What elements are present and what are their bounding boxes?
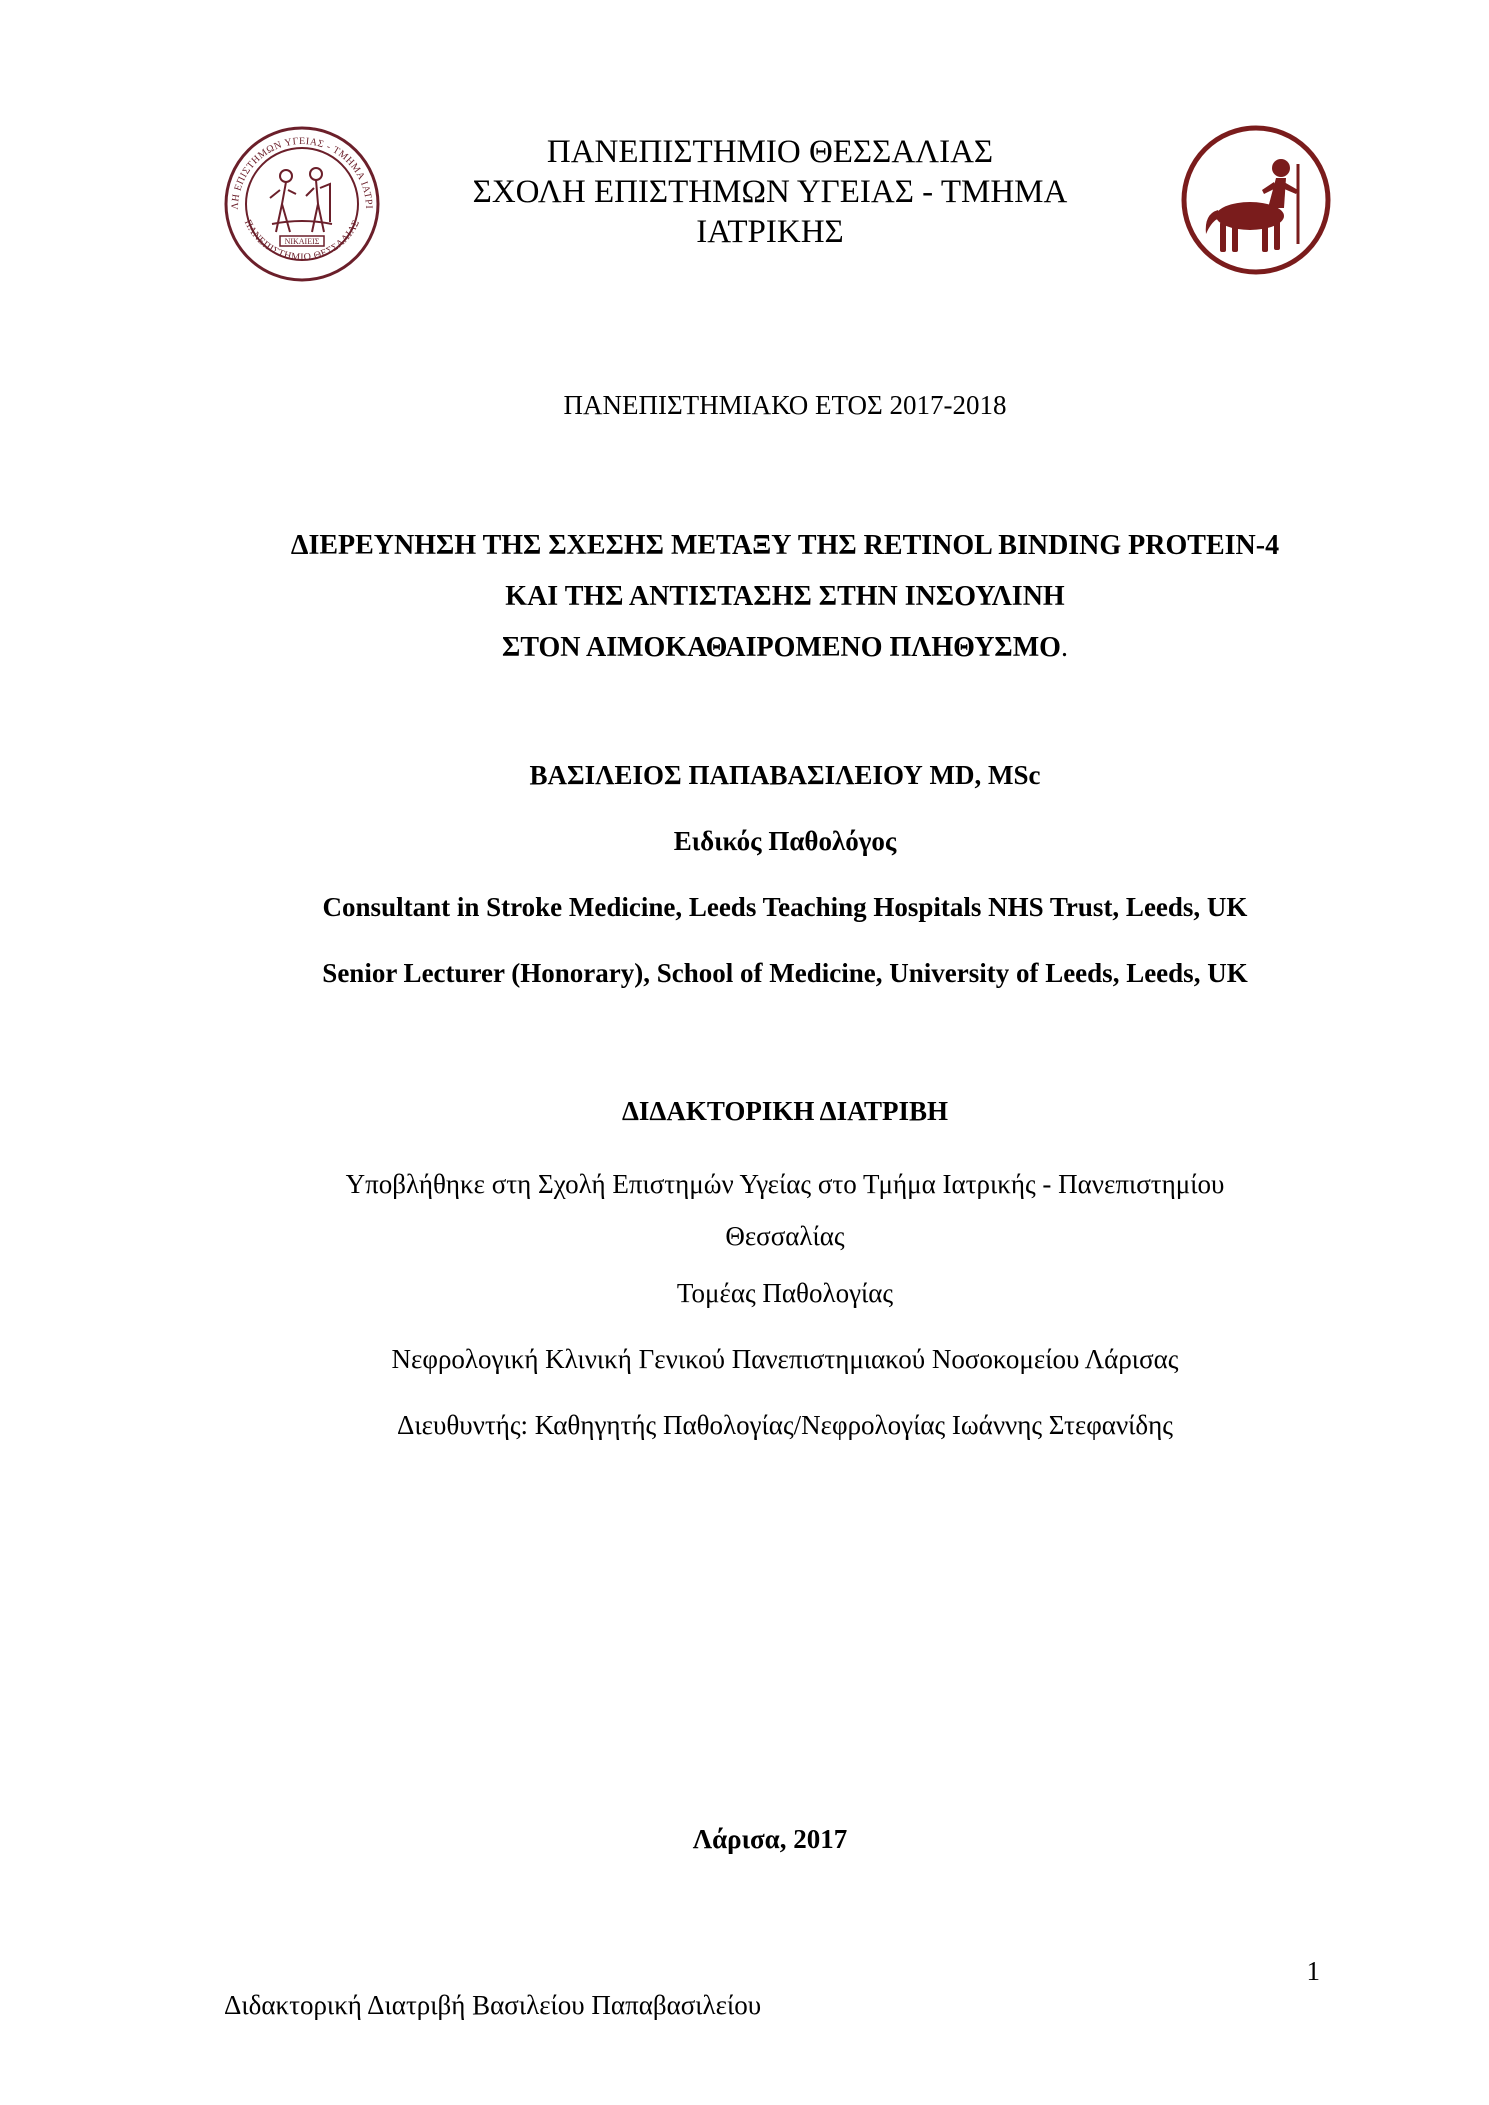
header-line-department: ΙΑΤΡΙΚΗΣ — [696, 214, 844, 250]
author-position-1: Consultant in Stroke Medicine, Leeds Teaching Hospitals NHS Trust, Leeds, UK — [322, 892, 1248, 922]
header-line-university: ΠΑΝΕΠΙΣΤΗΜΙΟ ΘΕΣΣΑΛΙΑΣ — [546, 134, 994, 170]
author-position-2: Senior Lecturer (Honorary), School of Medicine, University of Leeds, Leeds, UK — [322, 958, 1248, 988]
thesis-title-line-2: ΚΑΙ ΤΗΣ ΑΝΤΙΣΤΑΣΗΣ ΣΤΗΝ ΙΝΣΟΥΛΙΝΗ — [505, 581, 1065, 612]
director-line: Διευθυντής: Καθηγητής Παθολογίας/Νεφρολογίας Ιωάννης Στεφανίδης — [397, 1410, 1173, 1440]
university-logo — [1180, 124, 1332, 276]
page-number: 1 — [1306, 1956, 1320, 1986]
submission-statement — [220, 1158, 1350, 1262]
author-specialty: Ειδικός Παθολόγος — [673, 826, 897, 856]
thesis-title-line-3 — [220, 622, 1350, 673]
header-line-school: ΣΧΟΛΗ ΕΠΙΣΤΗΜΩΝ ΥΓΕΙΑΣ - ΤΜΗΜΑ — [472, 174, 1068, 210]
svg-text:ΣΧΟΛΗ ΕΠΙΣΤΗΜΩΝ ΥΓΕΙΑΣ - ΤΜΗΜΑ: ΛΗ ΕΠΙΣΤΗΜΩΝ ΥΓΕΙΑΣ - ΤΜΗΜΑ ΙΑΤΡΙ — [229, 135, 375, 210]
school-seal-logo — [222, 124, 382, 284]
thesis-title-line-1: ΔΙΕΡΕΥΝΗΣΗ ΤΗΣ ΣΧΕΣΗΣ ΜΕΤΑΞΥ ΤΗΣ RETINOL BINDING PROTEIN-4 — [290, 530, 1280, 561]
thesis-title-line-3-text: ΣΤΟΝ ΑΙΜΟΚΑΘΑΙΡΟΜΕΝΟ ΠΛΗΘΥΣΜΟ — [502, 632, 1061, 663]
university-header-title — [420, 132, 1120, 252]
thesis-title — [220, 520, 1350, 673]
dissertation-block — [220, 1094, 1350, 1442]
department-sector: Τομέας Παθολογίας — [676, 1278, 894, 1308]
seal-icon — [222, 124, 382, 284]
author-name: ΒΑΣΙΛΕΙΟΣ ΠΑΠΑΒΑΣΙΛΕΙΟΥ MD, MSc — [529, 760, 1041, 790]
clinic-name: Νεφρολογική Κλινική Γενικού Πανεπιστημιακού Νοσοκομείου Λάρισας — [391, 1344, 1179, 1374]
thesis-title-period: . — [1060, 632, 1068, 663]
city-year: Λάρισα, 2017 — [692, 1824, 848, 1854]
svg-text:ΠΑΝΕΠΙΣΤΗΜΙΟ ΘΕΣΣΑΛΙΑΣ: ΠΑΝΕΠΙΣΤΗΜΙΟ ΘΕΣΣΑΛΙΑΣ — [241, 218, 363, 264]
page-footer: Διδακτορική Διατριβή Βασιλείου Παπαβασιλείου — [224, 1990, 762, 2020]
dissertation-heading: ΔΙΔΑΚΤΟΡΙΚΗ ΔΙΑΤΡΙΒΗ — [622, 1096, 948, 1126]
svg-text:ΝΙΚΑΙΕΙΣ: ΝΙΚΑΙΕΙΣ — [284, 237, 320, 246]
submission-line-1: Υποβλήθηκε στη Σχολή Επιστημών Υγείας στο Τμήμα Ιατρικής - Πανεπιστημίου — [345, 1169, 1225, 1199]
author-block — [220, 758, 1350, 1022]
submission-line-2: Θεσσαλίας — [725, 1221, 845, 1251]
centaur-icon — [1180, 124, 1332, 276]
academic-year: ΠΑΝΕΠΙΣΤΗΜΙΑΚΟ ΕΤΟΣ 2017-2018 — [563, 390, 1007, 420]
